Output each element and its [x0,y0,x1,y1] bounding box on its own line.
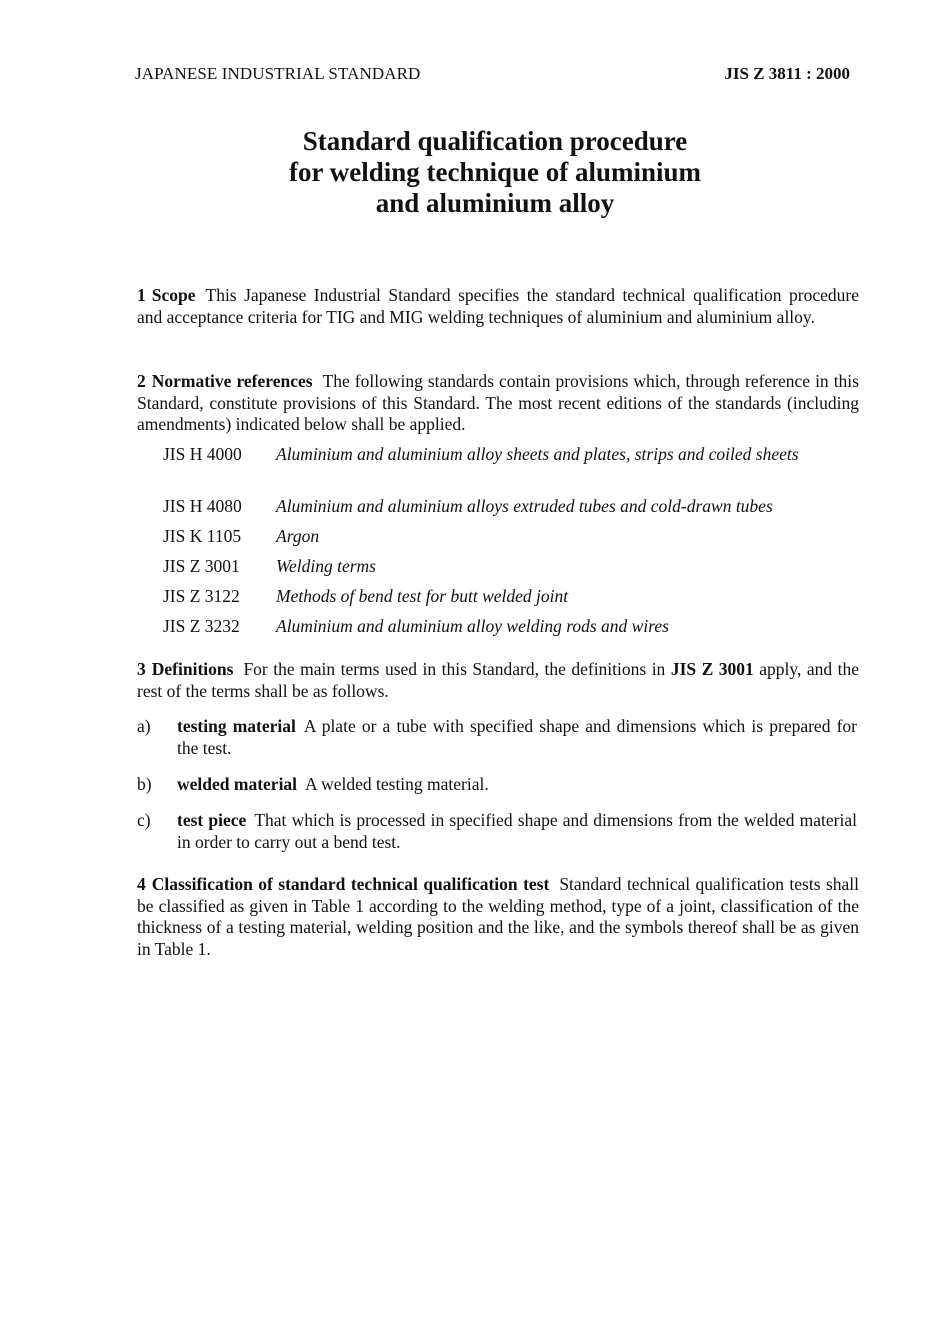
section-number: 2 [137,371,146,391]
reference-title: Argon [276,526,320,546]
title-line: and aluminium alloy [375,188,615,218]
section-title: Definitions [151,659,234,679]
definition-text: A plate or a tube with specified shape and dimensions which is prepared for the test. [177,716,857,758]
reference-title: Aluminium and aluminium alloy sheets and plates, strips and coiled sheets [276,444,799,464]
definition-term: testing material [177,716,296,736]
definition-letter: c) [137,810,151,830]
reference-code: JIS Z 3001 [163,556,240,576]
header-standard-name: JAPANESE INDUSTRIAL STANDARD [135,64,421,83]
section-text: For the main terms used in this Standard, the definitions in [243,659,666,679]
reference-code: JIS H 4000 [163,444,242,464]
header-standard-number: JIS Z 3811 : 2000 [724,64,850,83]
definition-letter: a) [137,716,151,736]
reference-title: Welding terms [276,556,376,576]
definition-text: That which is processed in specified shape and dimensions from the welded material in order to carry out a bend test. [177,810,857,852]
section-number: 3 [137,659,146,679]
definition-body [177,716,857,759]
definition-body [177,810,857,853]
section-text: Standard technical qualification tests shall be classified as given in Table 1 according to the welding method, type of a joint, classification of the thickness of a testing material, welding position and the like, and the symbols thereof shall be as given in Table 1. [137,874,859,959]
reference-code: JIS Z 3122 [163,586,240,606]
section-number: 4 [137,874,146,894]
section-reference: JIS Z 3001 [670,659,754,679]
section-scope [137,285,859,328]
reference-code: JIS Z 3232 [163,616,240,636]
section-title: Scope [151,285,196,305]
definition-text: A welded testing material. [305,774,489,794]
title-line: Standard qualification procedure [302,126,688,156]
section-text: apply, and the rest of the terms shall be as follows. [137,659,860,701]
section-text: The following standards contain provisions which, through reference in this Standard, constitute provisions of this Standard. The most recent editions of the standards (including amendments) indicated below shall be applied. [137,371,859,434]
reference-title: Aluminium and aluminium alloys extruded tubes and cold-drawn tubes [276,496,773,516]
section-title: Normative references [151,371,313,391]
reference-title: Methods of bend test for butt welded joint [276,586,569,606]
section-title: Classification of standard technical qualification test [151,874,550,894]
definition-body [177,774,857,796]
definition-letter: b) [137,774,152,794]
section-definitions [137,659,859,702]
reference-code: JIS K 1105 [163,526,242,546]
definition-term: test piece [177,810,247,830]
section-normative-references [137,371,859,436]
reference-code: JIS H 4080 [163,496,242,516]
definition-term: welded material [177,774,298,794]
document-title [135,126,855,219]
title-line: for welding technique of aluminium [288,157,702,187]
reference-title: Aluminium and aluminium alloy welding rods and wires [276,616,669,636]
section-classification [137,874,859,960]
section-text: This Japanese Industrial Standard specifies the standard technical qualification procedure and acceptance criteria for TIG and MIG welding techniques of aluminium and aluminium alloy. [137,285,859,327]
section-number: 1 [137,285,146,305]
